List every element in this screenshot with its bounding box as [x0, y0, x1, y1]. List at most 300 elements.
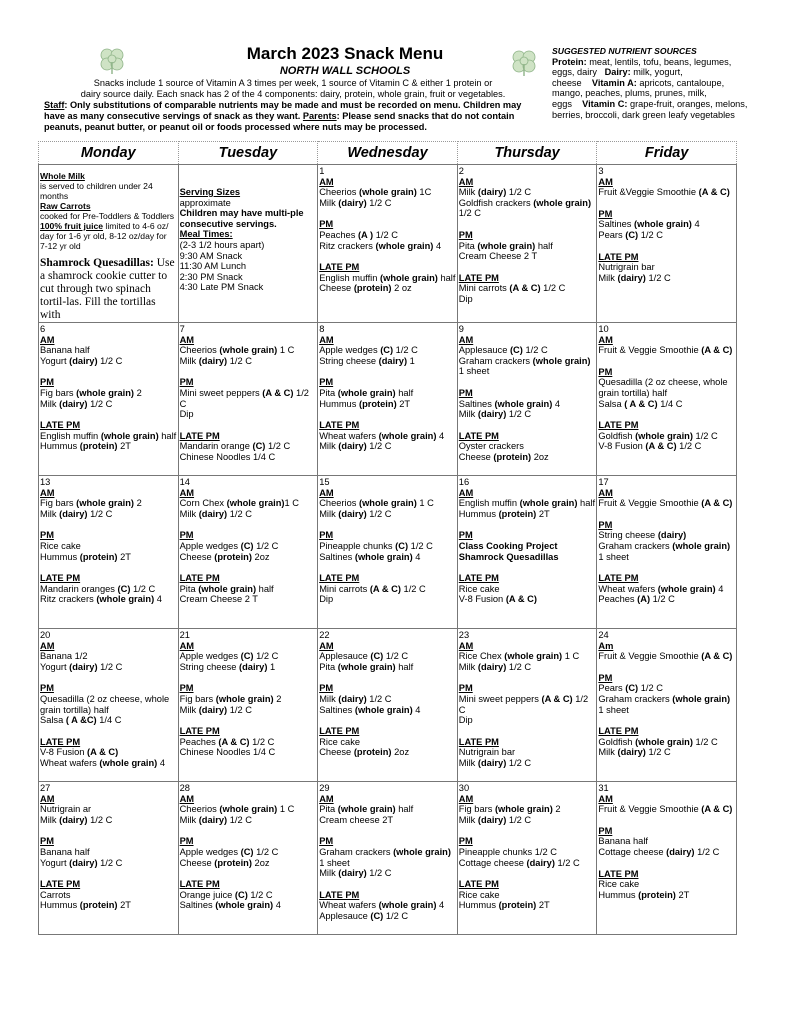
menu-text: 4 — [715, 583, 724, 594]
component-tag: (whole grain) — [532, 355, 591, 366]
day-number: 31 — [598, 783, 609, 793]
menu-line — [319, 552, 456, 563]
component-tag: (dairy) — [338, 868, 367, 879]
quesadilla-text: Use a shamrock cookie cutter to cut through two spinach tortil-las. Fill the tortillas with — [40, 257, 175, 321]
menu-text: Dip — [458, 293, 473, 304]
menu-line — [459, 815, 596, 826]
menu-text: Salsa — [40, 715, 66, 726]
component-tag: (whole grain) — [337, 387, 396, 398]
menu-text: Fig bars — [40, 387, 77, 398]
multiple-servings-text: Children may have multi-ple consecutive servings. — [179, 208, 304, 229]
menu-text: Mandarin oranges — [40, 583, 118, 594]
menu-text: Mini carrots — [458, 283, 510, 294]
pm-snack-section — [459, 530, 596, 562]
menu-line — [180, 900, 317, 911]
late-snack-section — [180, 726, 317, 758]
component-tag: (A & C) — [701, 498, 733, 509]
day-number: 3 — [598, 166, 604, 176]
pm-snack-section — [40, 377, 177, 409]
day-number: 28 — [179, 783, 190, 793]
menu-text: Orange juice — [179, 889, 235, 900]
component-tag: (dairy) — [198, 814, 228, 825]
menu-text: Banana 1/2 — [40, 651, 88, 662]
menu-line — [598, 747, 735, 758]
menu-text: Rice cake — [40, 540, 81, 551]
menu-text: Milk — [319, 693, 339, 704]
menu-text: 1/2 C — [249, 736, 275, 747]
am-snack-section — [459, 488, 596, 520]
menu-text: Milk — [40, 814, 60, 825]
menu-line — [598, 345, 735, 356]
menu-text: Rice Chex — [458, 651, 505, 662]
menu-line — [459, 452, 596, 463]
menu-line — [459, 409, 596, 420]
component-tag: (dairy) — [526, 857, 555, 868]
menu-line — [180, 388, 317, 409]
component-tag: (dairy) — [69, 661, 98, 672]
menu-text: Milk — [458, 661, 478, 672]
late-snack-section — [319, 262, 456, 294]
component-tag: (whole grain) — [337, 661, 396, 672]
menu-line — [319, 273, 456, 284]
component-tag: (dairy) — [657, 530, 687, 541]
menu-line — [40, 651, 177, 662]
menu-text: Hummus — [458, 900, 499, 911]
component-tag: (C) — [625, 229, 639, 240]
menu-line — [319, 187, 456, 198]
menu-text: Rice cake — [598, 879, 640, 890]
menu-line — [40, 747, 177, 758]
menu-text: Cheerios — [179, 345, 220, 356]
day-number: 14 — [179, 477, 190, 487]
late-label: LATE PM — [598, 251, 639, 262]
late-label: LATE PM — [458, 736, 499, 747]
component-tag: (protein) — [353, 283, 392, 294]
menu-text: Milk — [319, 868, 339, 879]
component-tag: (C) — [252, 441, 266, 452]
component-tag: (dairy) — [477, 187, 507, 198]
menu-text: Nutrigrain bar — [598, 262, 655, 273]
menu-line — [180, 441, 317, 452]
menu-text: 1/2 C — [676, 441, 702, 452]
intro-line-1: Snacks include 1 source of Vitamin A 3 times per week, 1 source of Vitamin C & either 1 protein or — [93, 78, 493, 88]
menu-text: Milk — [40, 398, 60, 409]
menu-text: Mini sweet peppers — [458, 693, 542, 704]
late-snack-section — [180, 879, 317, 911]
component-tag: (C) — [240, 540, 254, 551]
menu-text: 1/2 C — [645, 747, 671, 758]
day-cell — [597, 476, 737, 629]
menu-text: Pita — [179, 583, 199, 594]
day-number: 30 — [458, 783, 470, 793]
menu-text: 1/2 C — [97, 355, 123, 366]
menu-line — [459, 584, 596, 595]
day-number: 7 — [179, 324, 185, 334]
day-header-monday: Monday — [39, 142, 179, 165]
menu-line — [459, 294, 596, 305]
pm-snack-section — [319, 530, 456, 562]
vitamin-a-text: apricots, cantaloupe, mango, peaches, plums, prunes, milk, eggs — [552, 77, 725, 109]
menu-line — [459, 399, 596, 410]
component-tag: (protein) — [353, 747, 392, 758]
menu-line — [459, 552, 596, 563]
am-label: AM — [458, 640, 474, 651]
menu-text: Hummus — [598, 889, 639, 900]
pm-snack-section — [319, 683, 456, 715]
menu-text: 2 — [273, 693, 282, 704]
menu-text: Milk — [458, 814, 478, 825]
menu-text: 1/2 C — [408, 540, 433, 551]
am-label: AM — [598, 487, 613, 498]
menu-text: 1/2 C — [692, 430, 718, 441]
menu-text: Cheese — [179, 551, 215, 562]
component-tag: (C) — [395, 540, 409, 551]
raw-carrots-label: Raw Carrots — [40, 201, 91, 211]
menu-text: 2T — [117, 441, 131, 452]
menu-text: Hummus — [40, 441, 80, 452]
menu-line — [40, 498, 177, 509]
component-tag: (whole grain) — [100, 430, 159, 441]
menu-text: Applesauce — [458, 345, 510, 356]
am-label: AM — [598, 793, 613, 804]
menu-line — [598, 694, 735, 715]
nutrients-body — [552, 57, 752, 121]
menu-text: Peaches — [179, 736, 219, 747]
menu-line — [598, 219, 735, 230]
menu-text: Wheat wafers — [319, 430, 379, 441]
pm-snack-section — [180, 530, 317, 562]
component-tag: (dairy) — [338, 508, 367, 519]
component-tag: (whole grain) — [635, 430, 693, 441]
menu-text: Milk — [319, 441, 339, 452]
menu-text: 1/2 C — [265, 441, 291, 452]
am-label: AM — [458, 793, 474, 804]
menu-text: 2oz — [391, 747, 410, 758]
component-tag: (A & C) — [505, 594, 537, 605]
menu-text: V-8 Fusion — [458, 594, 506, 605]
menu-line — [319, 388, 456, 399]
am-snack-section — [459, 177, 596, 219]
component-tag: (dairy) — [477, 757, 507, 768]
menu-text: Fig bars — [40, 498, 77, 509]
menu-text: Peaches — [319, 229, 358, 240]
day-number: 23 — [458, 630, 470, 640]
menu-text: Corn Chex — [179, 498, 227, 509]
pm-label: PM — [319, 530, 334, 541]
menu-line — [180, 651, 317, 662]
menu-line — [180, 662, 317, 673]
pm-label: PM — [179, 683, 194, 694]
menu-text: Apple wedges — [319, 345, 381, 356]
week-row — [39, 165, 737, 323]
menu-text: 1 sheet — [598, 704, 629, 715]
dairy-text: milk, yogurt, cheese — [552, 67, 683, 88]
menu-text: half — [535, 240, 553, 251]
late-label: LATE PM — [179, 573, 220, 584]
late-label: LATE PM — [598, 420, 639, 431]
pm-snack-section — [40, 530, 177, 562]
serving-info — [180, 166, 317, 293]
menu-line — [40, 662, 177, 673]
menu-line — [319, 911, 456, 922]
menu-line — [40, 541, 177, 552]
day-header-wednesday: Wednesday — [318, 142, 458, 165]
intro-line-2: dairy source daily. Each snack has 2 of the 4 components: dairy, protein, whole grain, fruit or vegetables. — [80, 89, 506, 99]
component-tag: (whole grain) — [533, 197, 592, 208]
menu-text: Milk — [458, 409, 478, 420]
nutrient-sources — [552, 46, 752, 120]
pm-snack-section — [319, 219, 456, 251]
menu-line — [598, 399, 735, 410]
menu-line — [180, 552, 317, 563]
component-tag: (whole grain) — [519, 498, 578, 509]
meal-time-line: 4:30 Late PM Snack — [179, 282, 264, 293]
menu-text: Hummus — [458, 508, 499, 519]
am-label: AM — [40, 640, 55, 651]
menu-text: 1/2 C — [253, 846, 279, 857]
whole-milk-text: is served to children under 24 months — [40, 181, 153, 201]
day-number: 10 — [598, 324, 609, 334]
day-cell — [318, 629, 458, 782]
menu-text: 1/2 C — [694, 846, 720, 857]
menu-text: Cottage cheese — [598, 846, 667, 857]
am-snack-section — [598, 177, 735, 198]
menu-line — [459, 251, 596, 262]
component-tag: (protein) — [498, 900, 537, 911]
menu-text: Pears — [598, 229, 626, 240]
menu-text: Saltines — [598, 219, 635, 230]
day-number: 1 — [319, 166, 325, 176]
menu-text: Saltines — [319, 551, 355, 562]
menu-text: Salsa — [598, 398, 625, 409]
menu-text: 1 — [407, 355, 415, 366]
am-snack-section — [319, 488, 456, 520]
menu-line — [598, 879, 735, 890]
menu-line — [180, 804, 317, 815]
menu-text: Quesadilla (2 oz cheese, whole grain tortilla) half — [598, 377, 728, 398]
menu-text: 4 — [154, 594, 162, 605]
am-label: AM — [179, 487, 195, 498]
menu-line — [319, 900, 456, 911]
am-label: AM — [40, 793, 55, 804]
component-tag: (whole grain) — [635, 736, 693, 747]
am-snack-section — [598, 488, 735, 509]
day-cell — [597, 629, 737, 782]
am-snack-section — [598, 641, 735, 662]
component-tag: (C) — [240, 651, 254, 662]
component-tag: (whole grain) — [215, 900, 274, 911]
pm-label: PM — [179, 377, 194, 388]
menu-line — [40, 715, 177, 726]
menu-text: half — [395, 804, 414, 815]
menu-text: V-8 Fusion — [40, 747, 88, 758]
menu-text: 1/2 C — [227, 814, 252, 825]
day-cell — [178, 323, 318, 476]
component-tag: (dairy) — [338, 693, 367, 704]
component-tag: (whole grain) — [494, 398, 553, 409]
menu-text: Cream Cheese 2 T — [179, 594, 258, 605]
menu-text: Graham crackers — [319, 846, 394, 857]
pm-label: PM — [40, 377, 54, 388]
menu-text: 1/2 C — [253, 651, 279, 662]
menu-text: 2T — [117, 551, 131, 562]
menu-text: Chinese Noodles 1/4 C — [179, 451, 276, 462]
am-snack-section — [598, 794, 735, 815]
menu-text: Cheese — [319, 283, 354, 294]
menu-text: Goldfish — [598, 736, 636, 747]
component-tag: (dairy) — [617, 272, 646, 283]
late-snack-section — [598, 420, 735, 452]
day-cell — [39, 323, 179, 476]
day-cell — [318, 782, 458, 935]
day-cell — [39, 629, 179, 782]
component-tag: (A & C) — [701, 345, 733, 356]
menu-text: English muffin — [319, 272, 380, 283]
late-label: LATE PM — [319, 726, 360, 737]
menu-text: Nutrigrain bar — [458, 747, 516, 758]
component-tag: (protein) — [498, 508, 537, 519]
menu-text: Milk — [40, 508, 60, 519]
menu-text: Fruit & Veggie Smoothie — [598, 345, 702, 356]
component-tag: (A) — [637, 594, 651, 605]
menu-line — [319, 230, 456, 241]
vitamin-c-label: Vitamin C: — [582, 98, 628, 109]
menu-text: Milk — [179, 814, 199, 825]
menu-line — [459, 241, 596, 252]
menu-text: 1/2 C — [393, 345, 418, 356]
component-tag: (dairy) — [338, 441, 367, 452]
parents-text: : Please send snacks that do not contain peanuts, peanut butter, or peanut oil or foods processed where nuts may be processed. — [44, 111, 515, 132]
menu-text: Fruit &Veggie Smoothie — [598, 187, 699, 198]
pm-snack-section — [598, 209, 735, 241]
pm-snack-section — [180, 836, 317, 868]
pm-label: PM — [598, 825, 613, 836]
menu-line — [180, 584, 317, 595]
menu-text: Dip — [458, 715, 473, 726]
week-row — [39, 323, 737, 476]
component-tag: (whole grain) — [477, 240, 536, 251]
day-number: 21 — [179, 630, 190, 640]
late-snack-section — [598, 726, 735, 758]
day-cell — [318, 323, 458, 476]
menu-text: 1/2 C — [554, 857, 580, 868]
component-tag: (dairy) — [477, 409, 507, 420]
am-label: AM — [598, 176, 613, 187]
menu-line — [598, 584, 735, 595]
menu-line — [40, 758, 177, 769]
pm-snack-section — [459, 683, 596, 725]
menu-text: 1/2 C — [383, 910, 409, 921]
menu-text: 2 — [134, 498, 142, 509]
am-snack-section — [319, 335, 456, 367]
late-label: LATE PM — [319, 420, 360, 431]
component-tag: (whole grain) — [337, 804, 396, 815]
menu-text: Saltines — [458, 398, 495, 409]
menu-line — [459, 694, 596, 715]
menu-text: Hummus — [40, 900, 80, 911]
menu-text: Rice cake — [458, 583, 500, 594]
menu-line — [319, 399, 456, 410]
menu-text: Cheerios — [319, 187, 359, 198]
menu-text: Wheat wafers — [40, 757, 100, 768]
day-number: 22 — [319, 630, 330, 640]
menu-text: Yogurt — [40, 857, 70, 868]
menu-text: 1 sheet — [458, 366, 490, 377]
menu-text: 1/2 C — [227, 508, 252, 519]
am-label: AM — [319, 487, 334, 498]
pm-snack-section — [459, 836, 596, 868]
menu-text: 1/2 C — [506, 757, 532, 768]
pm-label: PM — [458, 530, 473, 541]
day-cell — [597, 782, 737, 935]
menu-text: Apple wedges — [179, 651, 241, 662]
menu-text: Pineapple chunks 1/2 C — [458, 846, 557, 857]
menu-text: 1/2 C — [638, 683, 663, 694]
pm-label: PM — [40, 530, 54, 541]
menu-text: Graham crackers — [598, 693, 673, 704]
pm-label: PM — [598, 366, 613, 377]
juice-text: limited to 4-6 oz/ day for 1-6 yr old, 8-12 oz/day for 7-12 yr old — [40, 221, 169, 251]
day-cell — [178, 629, 318, 782]
week-row — [39, 782, 737, 935]
meal-time-line: 2:30 PM Snack — [179, 271, 243, 282]
late-snack-section — [459, 273, 596, 305]
menu-text: Ritz crackers — [319, 240, 376, 251]
day-cell — [457, 323, 597, 476]
dairy-label: Dairy: — [604, 67, 631, 78]
late-snack-section — [40, 573, 177, 605]
menu-text: Hummus — [319, 398, 359, 409]
menu-line — [319, 737, 456, 748]
week-row — [39, 629, 737, 782]
menu-line — [598, 890, 735, 901]
page-title: March 2023 Snack Menu — [246, 44, 444, 63]
day-cell — [457, 165, 597, 323]
meal-time-line: 9:30 AM Snack — [179, 250, 243, 261]
serving-info-cell — [178, 165, 318, 323]
pm-snack-section — [598, 520, 735, 562]
menu-text: Apple wedges — [179, 540, 241, 551]
vitamin-a-label: Vitamin A: — [591, 77, 637, 88]
pm-snack-section — [598, 673, 735, 715]
am-snack-section — [319, 177, 456, 209]
component-tag: (whole grain) — [504, 651, 563, 662]
menu-text: Milk — [598, 747, 618, 758]
menu-text: half — [158, 430, 177, 441]
menu-line — [319, 651, 456, 662]
late-label: LATE PM — [319, 889, 360, 900]
menu-text: Peaches — [598, 594, 638, 605]
menu-text: 2oz — [251, 857, 270, 868]
menu-text: Quesadilla (2 oz cheese, whole grain tortilla) half — [40, 693, 170, 715]
menu-text: 1 sheet — [598, 551, 629, 562]
menu-text: 1 C — [277, 345, 295, 356]
menu-line — [180, 747, 317, 758]
late-snack-section — [459, 879, 596, 911]
component-tag: (dairy) — [59, 398, 88, 409]
menu-line — [319, 198, 456, 209]
menu-text: Banana half — [40, 846, 90, 857]
menu-text: 1/2 C — [87, 508, 113, 519]
late-snack-section — [40, 879, 177, 911]
am-snack-section — [459, 641, 596, 673]
menu-line — [40, 431, 177, 442]
menu-text: half — [437, 272, 456, 283]
menu-line — [598, 836, 735, 847]
component-tag: (A & C) — [509, 283, 541, 294]
menu-text: 1/2 C — [522, 345, 548, 356]
am-label: AM — [598, 334, 613, 345]
